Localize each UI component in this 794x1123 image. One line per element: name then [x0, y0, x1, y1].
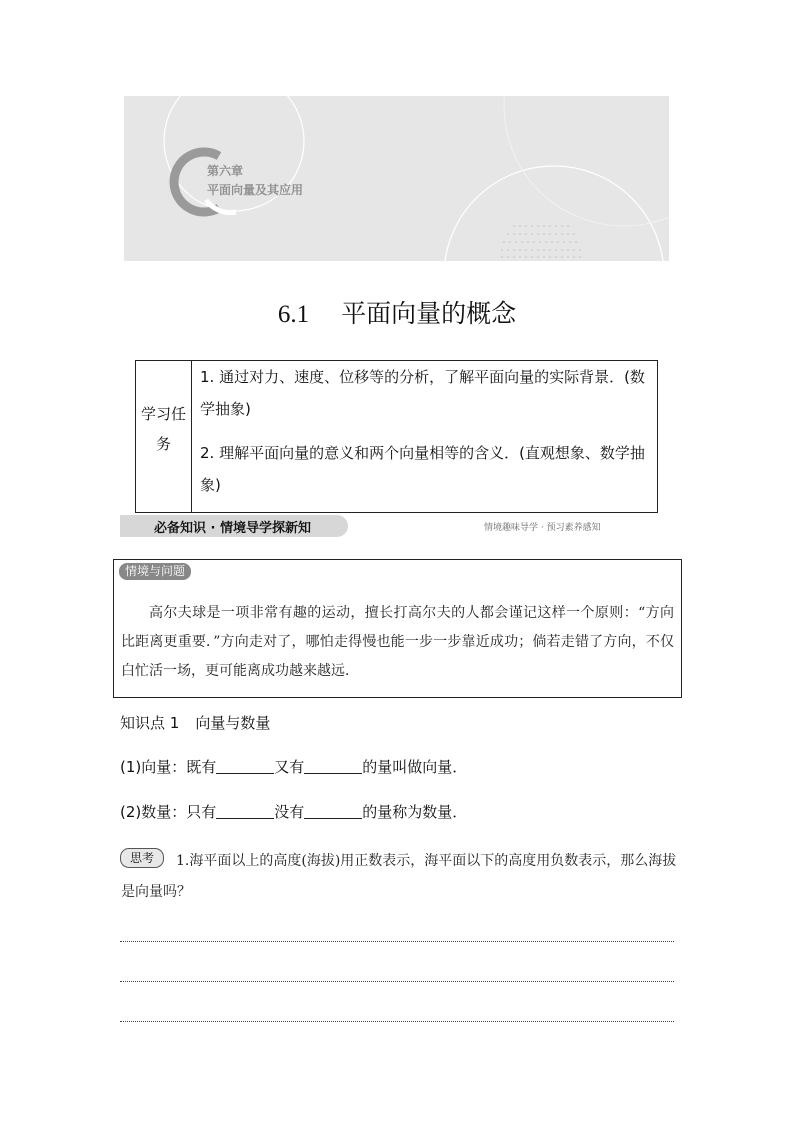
learning-tasks-body [200, 361, 652, 501]
knowledge-point-number: 知识点 1 [120, 714, 180, 732]
knowledge-line-suffix: 的量叫做向量． [362, 758, 468, 776]
answer-line[interactable] [120, 1021, 674, 1022]
chapter-banner [124, 96, 669, 261]
knowledge-line-middle: 又有 [274, 758, 305, 776]
section-heading [0, 294, 794, 330]
scenario-tag: 情境与问题 [119, 563, 191, 580]
fill-blank[interactable] [216, 804, 274, 819]
banner-decoration-icon [124, 96, 669, 261]
knowledge-line-prefix: (1)向量：既有 [120, 758, 217, 776]
knowledge-line-middle: 没有 [274, 803, 305, 821]
chapter-number: 第六章 [207, 164, 244, 178]
section-number: 6.1 [277, 301, 310, 328]
think-question: 1.海平面以上的高度(海拔)用正数表示，海平面以下的高度用负数表示，那么海拔是向量吗？ [121, 853, 677, 900]
answer-line[interactable] [120, 981, 674, 982]
section-bar-subtitle: 情境趣味导学 · 预习素养感知 [484, 523, 601, 533]
knowledge-line [120, 801, 467, 822]
section-title: 平面向量的概念 [341, 299, 517, 328]
learning-tasks-label: 学习任务 [136, 361, 192, 512]
chapter-title: 平面向量及其应用 [207, 183, 304, 197]
think-tag: 思考 [120, 848, 164, 868]
section-bar-title: 必备知识 · 情境导学探新知 [154, 521, 311, 536]
fill-blank[interactable] [216, 759, 274, 774]
knowledge-line-prefix: (2)数量：只有 [120, 803, 217, 821]
fill-blank[interactable] [304, 759, 362, 774]
scenario-text: 高尔夫球是一项非常有趣的运动，擅长打高尔夫的人都会谨记这样一个原则：“方向比距离更重要．”方向走对了，哪怕走得慢也能一步一步靠近成功；倘若走错了方向，不仅白忙活一场，更可能离成功越来越远． [121, 605, 674, 679]
knowledge-line-suffix: 的量称为数量． [362, 803, 468, 821]
knowledge-point-topic: 向量与数量 [195, 714, 271, 732]
knowledge-point-heading [120, 712, 270, 733]
fill-blank[interactable] [304, 804, 362, 819]
learning-tasks-table [135, 360, 658, 513]
answer-line[interactable] [120, 941, 674, 942]
learning-task-item: 1. 通过对力、速度、位移等的分析，了解平面向量的实际背景．(数学抽象) [200, 368, 645, 418]
learning-task-item: 2. 理解平面向量的意义和两个向量相等的含义．(直观想象、数学抽象) [200, 444, 645, 494]
knowledge-line [120, 756, 467, 777]
